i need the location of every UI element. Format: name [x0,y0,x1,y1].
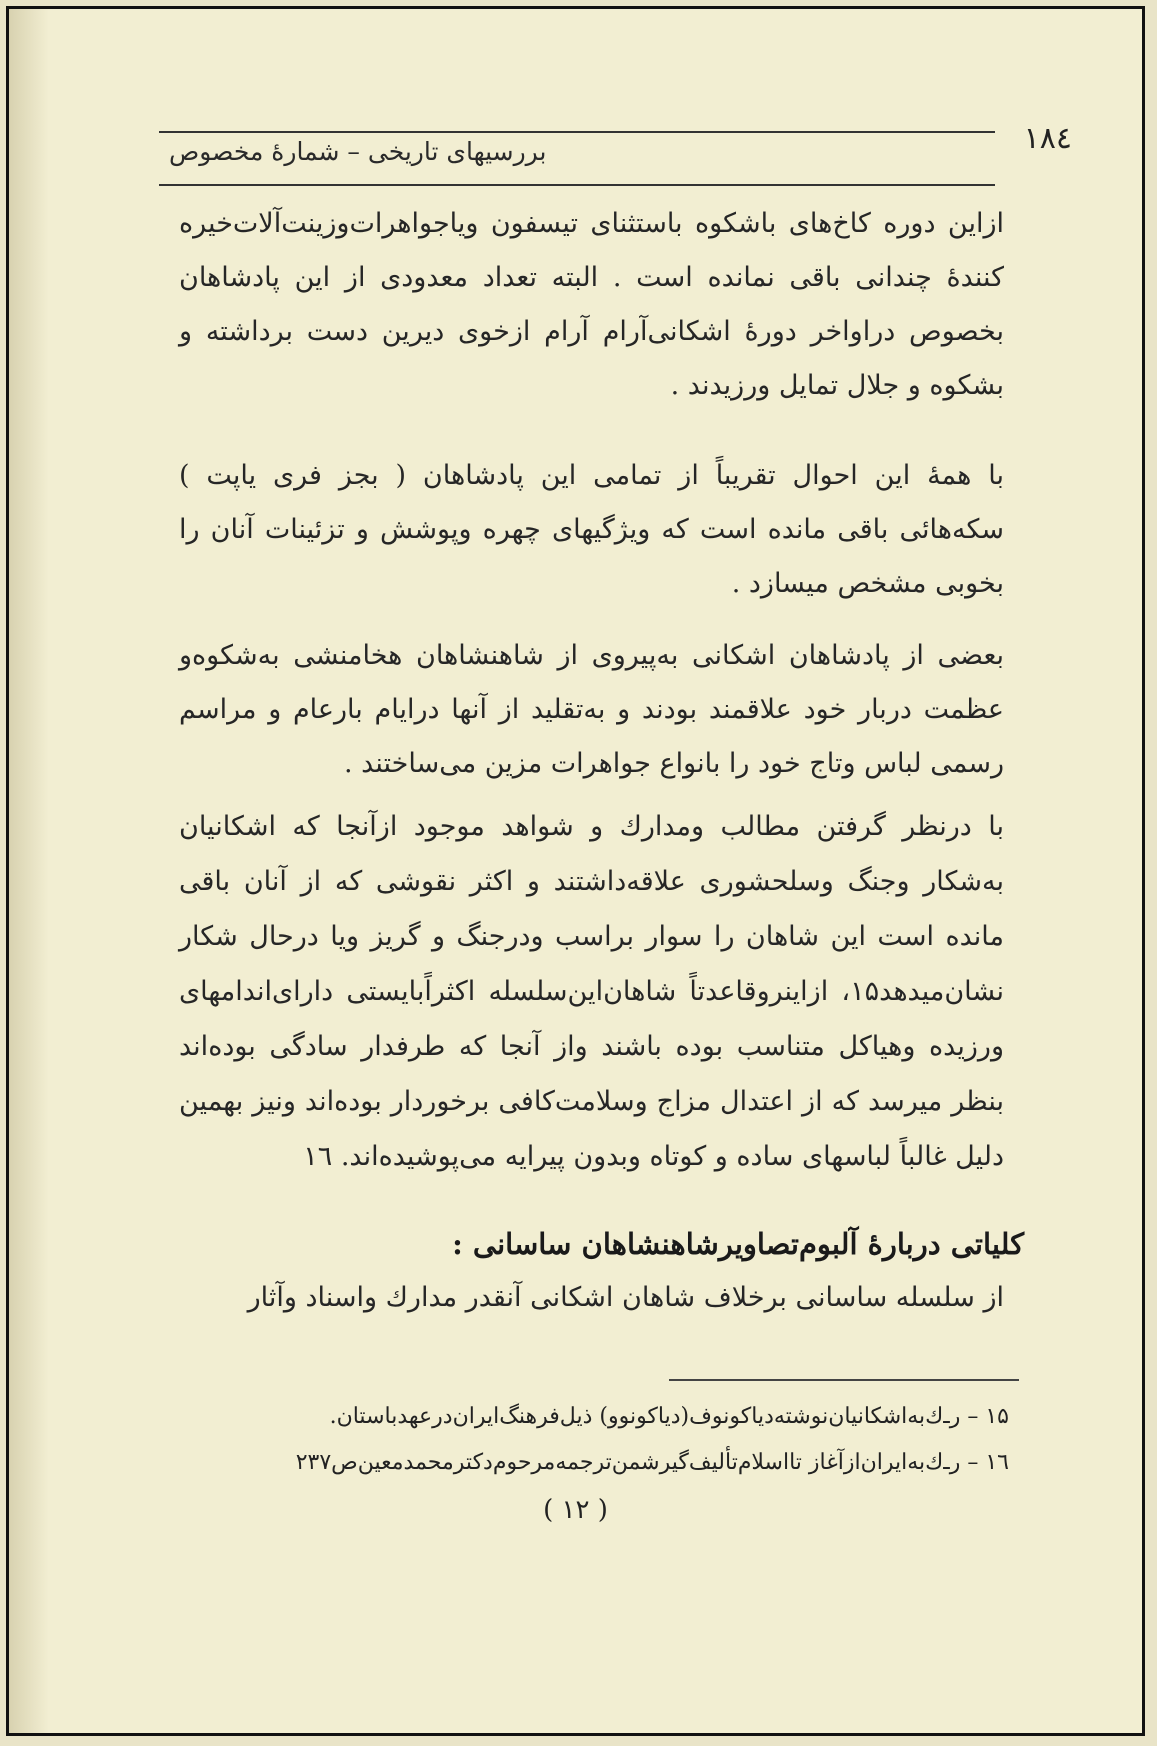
page-number: ۱۸٤ [1023,121,1072,156]
section-heading: کلیاتی دربارهٔ آلبوم‌تصاویرشاهنشاهان ساسانی : [452,1227,1024,1261]
scanned-page [6,6,1145,1736]
header-rule-bottom [159,184,995,186]
paragraph-1: ازاین دوره کاخ‌های باشکوه باستثنای تیسفون ویاجواهرات‌وزینت‌آلات‌خیره کنندهٔ چندانی باقی نمانده است . البته تعداد معدودی از این پادشاهان بخصوص دراواخر دورهٔ اشکانی‌آرام آرام ازخوی دیرین دست برداشته و بشکوه و جلال تمایل ورزیدند . [179,208,1004,401]
header-rule-top [159,131,995,133]
footnote-15: ۱۵ – ر‌ـ‌ك‌به‌اشکانیان‌نوشته‌دیاکونوف(دیاکونوو) ذیل‌فرهنگ‌ایران‌درعهدباستان. [329,1404,1009,1429]
paragraph-5: از سلسله ساسانی برخلاف شاهان اشکانی آنقدر مدارك واسناد وآثار [247,1282,1004,1313]
running-title: بررسیهای تاریخی – شمارهٔ مخصوص [169,137,547,166]
footnote-16: ۱٦ – ر‌ـ‌ك‌به‌ایران‌ازآغاز تااسلام‌تألیف‌گیرشمن‌ترجمه‌مرحوم‌دکترمحمدمعین‌ص۲۳۷ [295,1450,1009,1475]
paragraph-4: با درنظر گرفتن مطالب ومدارك و شواهد موجود ازآنجا که اشکانیان به‌شکار وجنگ وسلحشوری علاقه‌داشتند و اکثر نقوشی که از آنان باقی مانده است این شاهان را سوار براسب ودرجنگ و گریز ویا درحال شکار نشان‌میدهد۱۵، ازاینرو‌قاعدتاً شاهان‌این‌سلسله اکثراًبایستی دارای‌اندامهای ورزیده وهیاکل متناسب بوده باشند واز آنجا که طرفدار سادگی بوده‌اند بنظر میرسد که از اعتدال مزاج وسلامت‌کافی برخوردار بوده‌اند ونیز بهمین دلیل غالباً لباسهای ساده و کوتاه وبدون پیرایه می‌پوشیده‌اند. ۱٦ [179,811,1004,1172]
footnote-rule [669,1379,1019,1381]
page-gutter-shadow [9,9,49,1733]
folio-number: ( ۱۲ ) [543,1495,608,1525]
paragraph-3: بعضی از پادشاهان اشکانی به‌پیروی از شاهنشاهان هخامنشی به‌شکوه‌و عظمت دربار خود علاقمند بودند و به‌تقلید از آنها درایام بارعام و مراسم رسمی لباس وتاج خود را بانواع جواهرات مزین می‌ساختند . [179,640,1004,779]
paragraph-2: با همهٔ این احوال تقریباً از تمامی این پادشاهان ( بجز فری یاپت ) سکه‌هائی باقی مانده است که ویژگیهای چهره وپوشش و تزئینات آنان را بخوبی مشخص میسازد . [179,460,1004,599]
footnotes [189,1394,1009,1486]
